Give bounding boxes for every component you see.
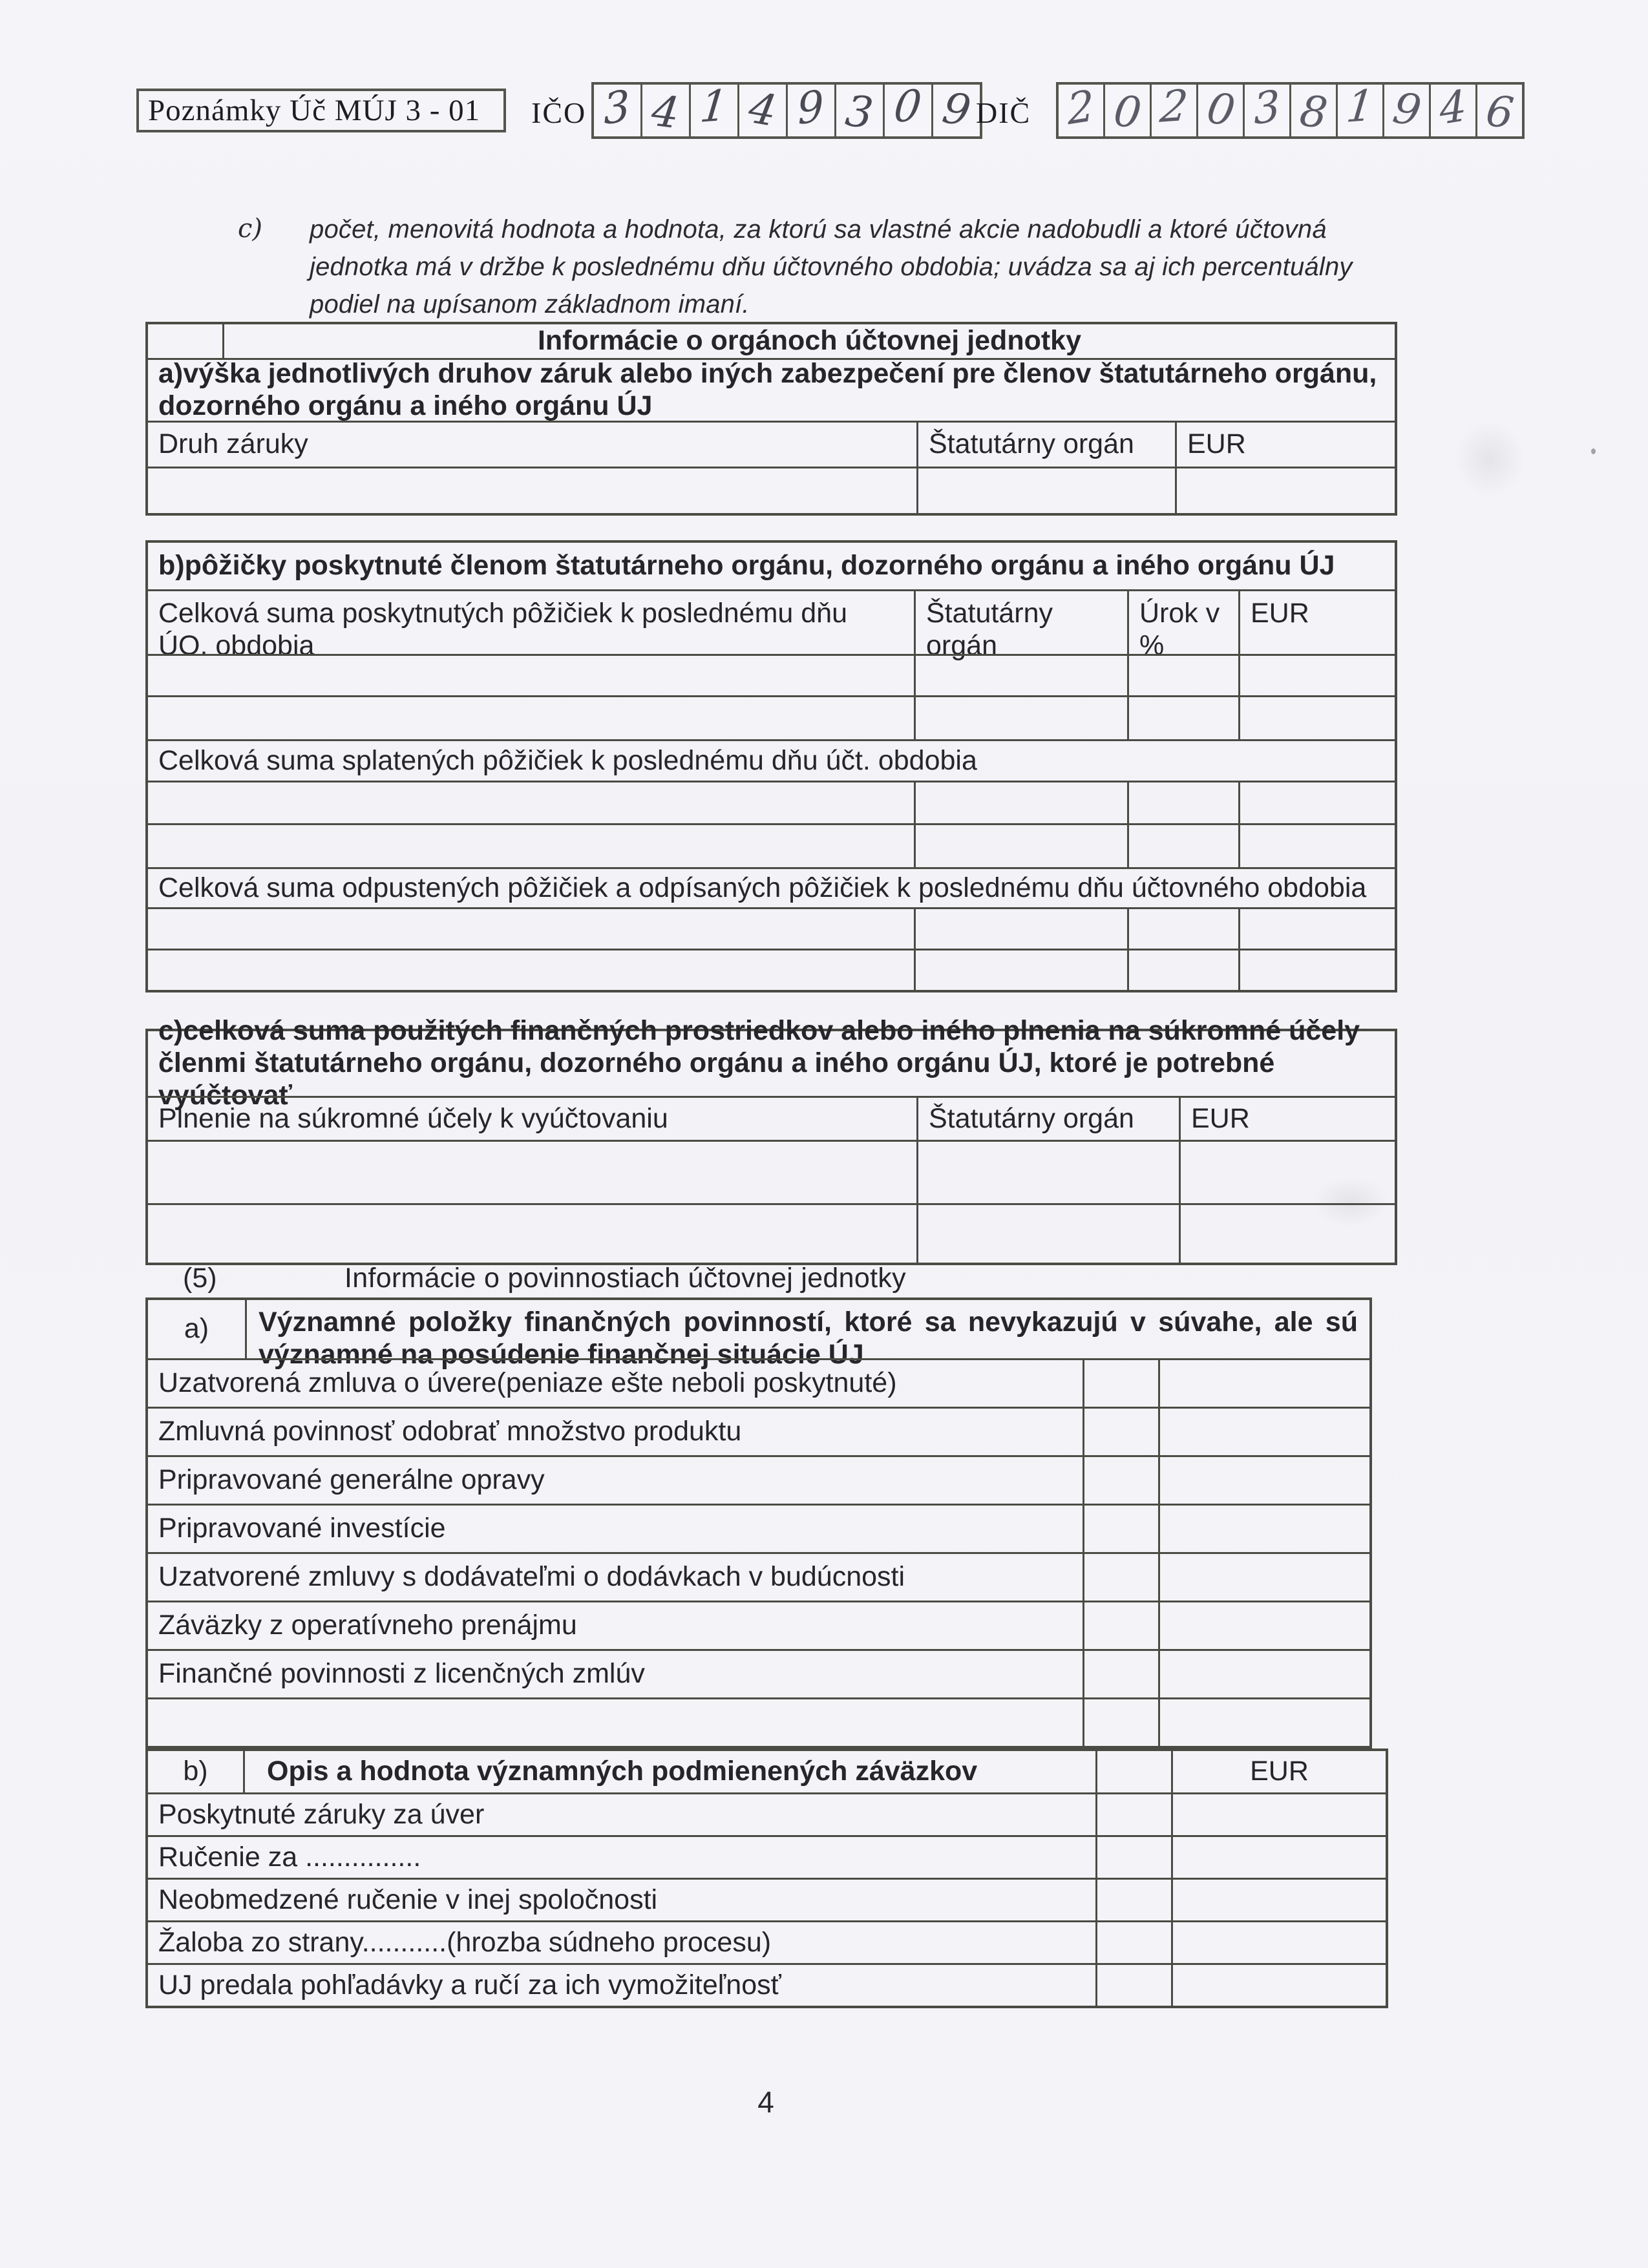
obligation-row-label: Uzatvorené zmluvy s dodávateľmi o dodávkach v budúcnosti: [148, 1552, 1083, 1601]
empty-cell: [1127, 654, 1238, 695]
empty-cell: [1095, 1878, 1171, 1920]
scan-speck: [1591, 448, 1596, 454]
empty-cell: [1095, 1792, 1171, 1835]
table-obligations-marker: a): [184, 1313, 209, 1345]
handwritten-digit: 9: [796, 80, 826, 135]
obligation-row-label: Pripravované investície: [148, 1504, 1083, 1552]
empty-cell: [1127, 781, 1238, 823]
handwritten-digit: 0: [1203, 82, 1239, 137]
table-organs-row-a: a)výška jednotlivých druhov záruk alebo iných zabezpečení pre členov štatutárneho orgánu, dozorného orgánu a iného orgánu ÚJ: [148, 358, 1395, 421]
col-header-interest: Úrok v %: [1127, 589, 1238, 654]
col-header-statutory: Štatutárny orgán: [916, 421, 1175, 467]
col-header-eur: EUR: [1179, 1096, 1395, 1140]
empty-cell: [914, 823, 1127, 867]
empty-cell: [148, 1140, 916, 1203]
handwritten-digit: 4: [1438, 80, 1468, 135]
empty-cell: [1158, 1358, 1369, 1407]
empty-cell: [1127, 695, 1238, 739]
dic-label: DIČ: [976, 96, 1031, 129]
handwritten-digit: 2: [1066, 80, 1095, 135]
table-organs: [145, 322, 1397, 516]
empty-cell: [1083, 1407, 1158, 1455]
empty-cell: [148, 907, 914, 949]
empty-cell: [148, 324, 222, 358]
empty-cell: [1083, 1697, 1158, 1746]
obligation-row-label: Zmluvná povinnosť odobrať množstvo produktu: [148, 1407, 1083, 1455]
empty-cell: [1179, 1140, 1395, 1203]
table-private-use: [145, 1015, 1397, 1265]
intro-item-marker: c): [238, 214, 263, 244]
empty-cell: [1127, 907, 1238, 949]
ico-digit-grid: [591, 82, 982, 139]
empty-cell: [1127, 949, 1238, 990]
dic-digit-cell: [1243, 80, 1289, 136]
handwritten-digit: 9: [938, 82, 975, 137]
dic-digit-cell: [1059, 80, 1103, 136]
empty-cell: [1095, 1835, 1171, 1878]
col-header-statutory: Štatutárny orgán: [916, 1096, 1179, 1140]
table-contingent: [145, 1748, 1388, 2008]
empty-cell: [1171, 1792, 1386, 1835]
col-header-eur: EUR: [1238, 589, 1395, 654]
handwritten-digit: 1: [1344, 80, 1377, 132]
handwritten-digit: 9: [1389, 82, 1425, 137]
handwritten-digit: 3: [602, 80, 632, 135]
empty-cell: [916, 467, 1175, 513]
section5-marker: (5): [183, 1263, 217, 1294]
empty-cell: [1171, 1835, 1386, 1878]
empty-cell: [148, 654, 914, 695]
empty-cell: [1158, 1407, 1369, 1455]
dic-digit-cell: [1103, 85, 1150, 139]
col-header-eur: EUR: [1175, 421, 1395, 467]
ico-digit-cell: [737, 82, 786, 137]
col-header-guarantee: Druh záruky: [148, 421, 916, 467]
col-header-eur: EUR: [1171, 1751, 1386, 1792]
form-title: Poznámky Úč MÚJ 3 - 01: [148, 94, 481, 127]
contingent-row-label: Ručenie za ...............: [148, 1835, 1095, 1878]
empty-cell: [1238, 823, 1395, 867]
dic-digit-cell: [1196, 82, 1243, 137]
empty-cell: [1127, 823, 1238, 867]
empty-cell: [1238, 781, 1395, 823]
handwritten-digit: 4: [745, 82, 781, 137]
col-header-total-loans: Celková suma poskytnutých pôžičiek k poslednému dňu ÚO. obdobia: [148, 589, 914, 654]
ico-label: IČO: [531, 96, 587, 129]
table-loans: [145, 540, 1397, 992]
dic-digit-cell: [1336, 80, 1382, 136]
empty-cell: [148, 781, 914, 823]
handwritten-digit: 0: [891, 80, 924, 132]
empty-cell: [1158, 1601, 1369, 1649]
contingent-row-label: Neobmedzené ručenie v inej spoločnosti: [148, 1878, 1095, 1920]
handwritten-digit: 6: [1483, 85, 1516, 139]
contingent-row-label: Žaloba zo strany...........(hrozba súdneho procesu): [148, 1920, 1095, 1963]
empty-cell: [1095, 1963, 1171, 2006]
empty-cell: [916, 1203, 1179, 1263]
empty-cell: [914, 907, 1127, 949]
ico-digit-cell: [640, 85, 689, 139]
empty-cell: [916, 1140, 1179, 1203]
handwritten-digit: 1: [697, 80, 730, 132]
empty-cell: [914, 654, 1127, 695]
empty-cell: [914, 695, 1127, 739]
table-loans-row-forgiven: Celková suma odpustených pôžičiek a odpísaných pôžičiek k poslednému dňu účtovného obdobia: [148, 867, 1395, 907]
contingent-row-label: Poskytnuté záruky za úver: [148, 1792, 1095, 1835]
empty-cell: [1238, 695, 1395, 739]
empty-cell: [148, 1203, 916, 1263]
empty-cell: [1083, 1601, 1158, 1649]
empty-cell: [1238, 907, 1395, 949]
ico-digit-cell: [786, 80, 834, 136]
handwritten-digit: 3: [843, 85, 876, 139]
empty-cell: [1238, 949, 1395, 990]
col-header-fulfilment: Plnenie na súkromné účely k vyúčtovaniu: [148, 1096, 916, 1140]
table-loans-row-repaid: Celková suma splatených pôžičiek k poslednému dňu účt. obdobia: [148, 739, 1395, 781]
empty-cell: [1238, 654, 1395, 695]
ico-digit-cell: [689, 80, 737, 136]
empty-cell: [148, 467, 916, 513]
empty-cell: [1158, 1649, 1369, 1697]
table-contingent-marker: b): [183, 1756, 208, 1787]
obligation-row-label: Uzatvorená zmluva o úvere(peniaze ešte neboli poskytnuté): [148, 1358, 1083, 1407]
dic-digit-cell: [1150, 80, 1196, 136]
table-loans-row-b: b)pôžičky poskytnuté členom štatutárneho orgánu, dozorného orgánu a iného orgánu ÚJ: [158, 550, 1335, 582]
handwritten-digit: 2: [1157, 80, 1190, 132]
empty-cell: [148, 949, 914, 990]
empty-cell: [148, 823, 914, 867]
empty-cell: [1158, 1697, 1369, 1746]
handwritten-digit: 8: [1296, 85, 1330, 139]
empty-cell: [1083, 1455, 1158, 1504]
contingent-row-label: UJ predala pohľadávky a ručí za ich vymožiteľnosť: [148, 1963, 1095, 2006]
form-title-box: [136, 89, 506, 132]
ico-digit-cell: [594, 80, 640, 136]
empty-cell: [1095, 1920, 1171, 1963]
section5-title: Informácie o povinnostiach účtovnej jednotky: [344, 1263, 906, 1294]
empty-cell: [1179, 1203, 1395, 1263]
handwritten-digit: 4: [649, 85, 682, 139]
empty-cell: [1158, 1504, 1369, 1552]
empty-cell: [1158, 1552, 1369, 1601]
handwritten-digit: 0: [1110, 85, 1144, 139]
ico-digit-cell: [883, 80, 931, 136]
obligation-row-label: Finančné povinnosti z licenčných zmlúv: [148, 1649, 1083, 1697]
scan-smudge: [1454, 420, 1525, 498]
empty-cell: [914, 949, 1127, 990]
empty-cell: [1171, 1920, 1386, 1963]
empty-cell: [1095, 1751, 1171, 1792]
dic-digit-cell: [1289, 85, 1336, 139]
empty-cell: [1083, 1649, 1158, 1697]
table-obligations: [145, 1297, 1372, 1748]
empty-cell: [1171, 1878, 1386, 1920]
obligation-row-label: Pripravované generálne opravy: [148, 1455, 1083, 1504]
dic-digit-cell: [1382, 82, 1429, 137]
table-organs-title: Informácie o orgánoch účtovnej jednotky: [222, 324, 1395, 358]
obligation-row-label: Záväzky z operatívneho prenájmu: [148, 1601, 1083, 1649]
table-contingent-header: Opis a hodnota významných podmienených záväzkov: [243, 1751, 1095, 1792]
col-header-statutory: Štatutárny orgán: [914, 589, 1127, 654]
ico-digit-cell: [834, 85, 883, 139]
dic-digit-cell: [1429, 80, 1475, 136]
table-obligations-header: Významné položky finančných povinností, ktoré sa nevykazujú v súvahe, ale sú významné na posúdenie finančnej situácie ÚJ: [245, 1300, 1369, 1358]
empty-cell: [1083, 1552, 1158, 1601]
empty-cell: [1175, 467, 1395, 513]
intro-paragraph: počet, menovitá hodnota a hodnota, za ktorú sa vlastné akcie nadobudli a ktoré účtovná jednotka má v držbe k poslednému dňu účtovného obdobia; uvádza sa aj ich percentuálny podiel na upísanom základnom imaní.: [310, 215, 1353, 319]
empty-row-label: [148, 1697, 1083, 1746]
empty-cell: [1171, 1963, 1386, 2006]
handwritten-digit: 3: [1252, 80, 1282, 135]
empty-cell: [148, 695, 914, 739]
dic-digit-grid: [1056, 82, 1525, 139]
table-private-row-c: c)celková suma použitých finančných prostriedkov alebo iného plnenia na súkromné účely členmi štatutárneho orgánu, dozorného orgánu a iného orgánu ÚJ, ktoré je potrebné vyúčtovať: [158, 1015, 1360, 1111]
ico-digit-cell: [931, 82, 980, 137]
empty-cell: [1083, 1504, 1158, 1552]
dic-digit-cell: [1475, 85, 1522, 139]
empty-cell: [1158, 1455, 1369, 1504]
empty-cell: [1083, 1358, 1158, 1407]
empty-cell: [914, 781, 1127, 823]
page-number: 4: [757, 2085, 774, 2119]
